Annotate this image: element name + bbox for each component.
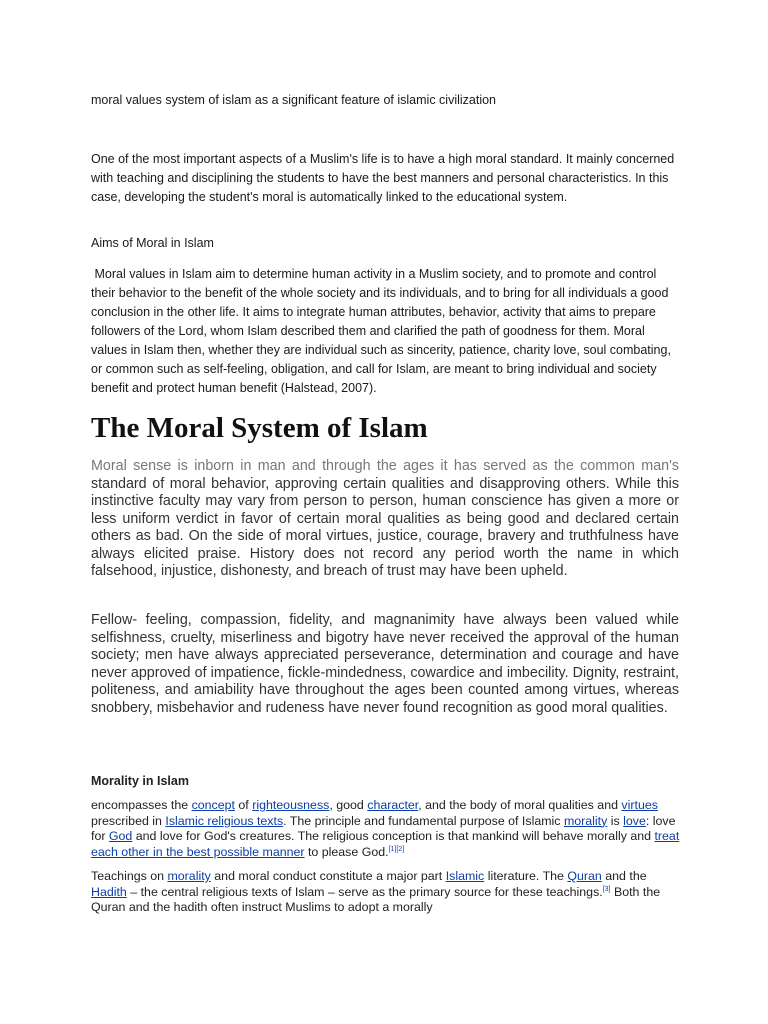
text-run: and the [601,869,647,883]
aims-paragraph-text: Moral values in Islam aim to determine human activity in a Muslim society, and to promote and control their behavior to the benefit of the whole society and its individuals, and to bring for all individuals a good conclusion in the other life. It aims to integrate human attributes, behavior, activity that aims to prepare followers of the Lord, whom Islam described them and clarified the path of goodness for them. Moral values in Islam then, whether they are individual such as sincerity, patience, charity love, soul combating, or common such as self-feeling, obligation, and call for Islam, are meant to bring individual and society benefit and protect human benefit (Halstead, 2007). [91,267,671,395]
aims-paragraph [91,265,681,398]
document-title: moral values system of islam as a significant feature of islamic civilization [91,93,497,107]
teachings-paragraph [91,869,681,916]
text-run: of [234,798,253,812]
main-heading: The Moral System of Islam [91,412,428,444]
link-hadith[interactable]: Hadith [91,884,127,899]
text-run: : love for [91,813,676,843]
aims-heading: Aims of Moral in Islam [91,236,214,250]
text-run: . The principle and fundamental purpose of Islamic [283,813,564,828]
link-righteousness[interactable]: righteousness [252,798,330,812]
text-run: , and the body of moral qualities and [418,798,622,812]
text-run: literature. The [484,869,568,883]
moral-sense-paragraph [91,458,679,581]
text-run: Both the Quran and the hadith often instruct Muslims to adopt a morally [91,884,661,914]
text-run: prescribed in [91,813,166,828]
link-god[interactable]: God [108,829,133,843]
text-run: encompasses the [91,798,192,812]
text-run: Teachings on [91,869,168,883]
morality-paragraph [91,798,681,860]
fellow-feeling-paragraph: Fellow- feeling, compassion, fidelity, and magnanimity have always been valued while selfishness, cruelty, miserliness and bigotry have never received the approval of the human society; men have always appreciated perseverance, determination and courage and have never approved of impatience, fickle-mindedness, cowardice and imbecility. Dignity, restraint, politeness, and amiability have throughout the ages been counted among virtues, whereas snobbery, misbehavior and rudeness have never found recognition as good moral qualities. [91,612,679,716]
link-love[interactable]: love [623,813,646,828]
moral-sense-lead: Moral sense is inborn in man and through the ages it has served as the common man's [91,458,679,474]
link-islamic-religious-texts[interactable]: Islamic religious texts [165,813,284,828]
intro-paragraph: One of the most important aspects of a Muslim's life is to have a high moral standard. It mainly concerned with teaching and disciplining the students to have the best manners and personal characteristics. In this case, developing the student's moral is automatically linked to the educational system. [91,152,675,204]
link-character[interactable]: character [367,798,419,812]
link-concept[interactable]: concept [191,798,235,812]
link-morality[interactable]: morality [167,869,211,883]
citation-ref[interactable]: [3] [602,885,611,893]
link-quran[interactable]: Quran [567,869,602,883]
morality-heading: Morality in Islam [91,774,189,788]
link-islamic[interactable]: Islamic [445,869,485,883]
text-run: – the central religious texts of Islam – serve as the primary source for these teachings. [126,884,603,899]
text-run: and love for God's creatures. The religious conception is that mankind will behave morally and [132,829,655,843]
link-treat-each-other[interactable]: treat each other in the best possible manner [91,829,680,859]
text-run: , good [329,798,368,812]
text-run: and moral conduct constitute a major part [210,869,446,883]
link-virtues[interactable]: virtues [621,798,658,812]
text-run: is [607,813,624,828]
text-run: to please God. [304,844,389,859]
link-morality[interactable]: morality [563,813,608,828]
citation-ref[interactable]: [1][2] [388,845,405,853]
moral-sense-rest: standard of moral behavior, approving certain qualities and disapproving others. While this instinctive faculty may vary from person to person, human conscience has given a more or less uniform verdict in favor of certain moral qualities as being good and declared certain others as bad. On the side of moral virtues, justice, courage, bravery and truthfulness have always elicited praise. History does not record any period worth the name in which falsehood, injustice, dishonesty, and breach of trust may have been upheld. [91,475,679,579]
